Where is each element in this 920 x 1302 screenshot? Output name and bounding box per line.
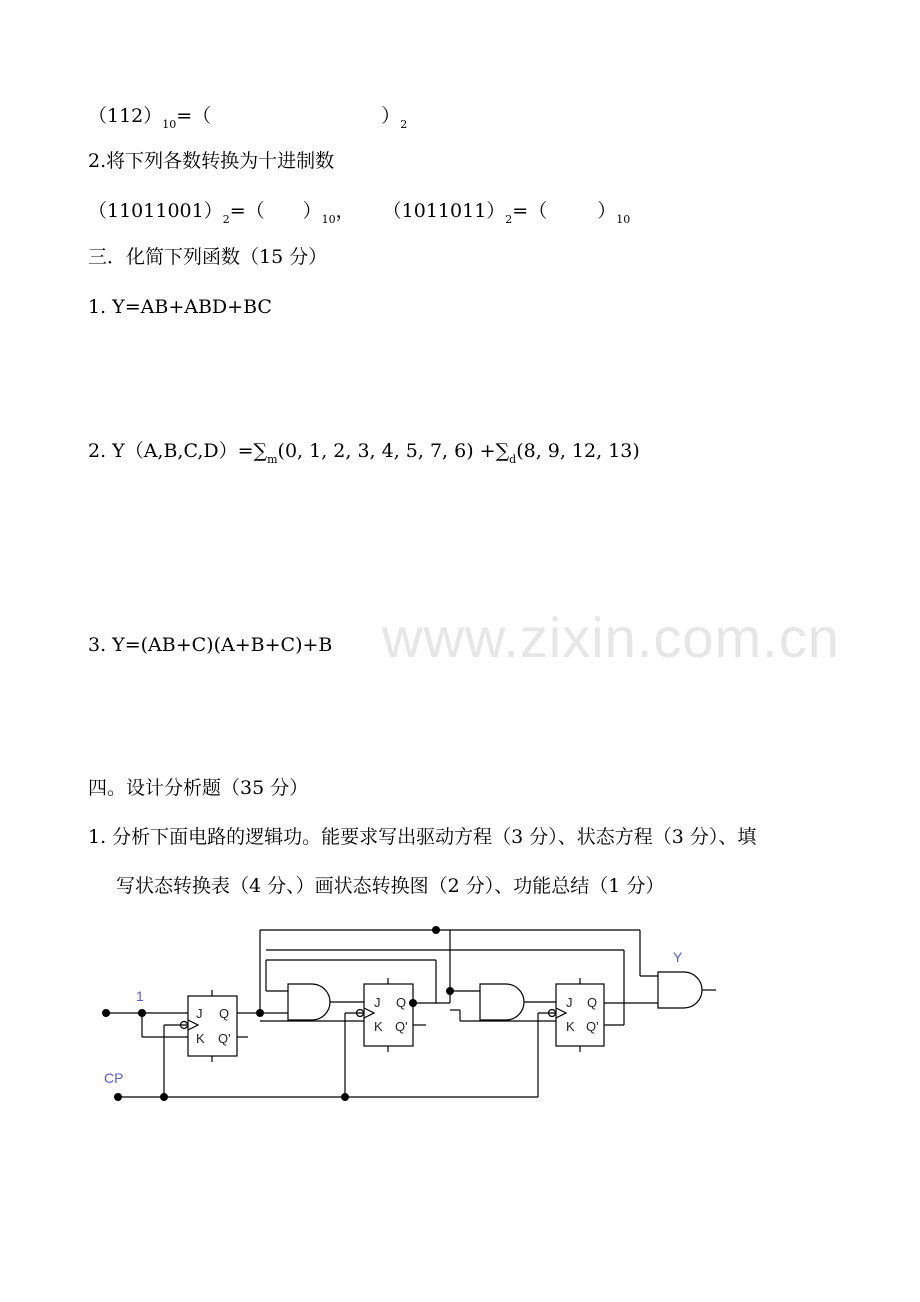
input-one-label: 1 bbox=[136, 988, 144, 1004]
text: ， bbox=[335, 200, 355, 222]
watermark: www.zixin.com.cn bbox=[382, 606, 840, 669]
ff1-j-label: J bbox=[196, 1006, 203, 1021]
and-gate-2 bbox=[480, 984, 524, 1020]
and-gate-1 bbox=[288, 984, 330, 1020]
subscript: 2 bbox=[400, 118, 408, 131]
ff2-qn-label: Q' bbox=[395, 1019, 408, 1034]
subscript: 2 bbox=[222, 213, 230, 226]
ff2-k-label: K bbox=[374, 1019, 383, 1034]
ff1-qn-label: Q' bbox=[218, 1031, 231, 1046]
ff3-q-label: Q bbox=[587, 995, 598, 1010]
jk-flipflop-2 bbox=[364, 984, 413, 1046]
text: =（ bbox=[176, 105, 212, 127]
text: (0, 1, 2, 3, 4, 5, 7, 6) +∑ bbox=[277, 440, 510, 462]
section-4-heading: 四。设计分析题（35 分） bbox=[88, 777, 309, 799]
text: =（ bbox=[229, 200, 265, 222]
analysis-question-1-line1: 1. 分析下面电路的逻辑功。能要求写出驱动方程（3 分）、状态方程（3 分）、填 bbox=[88, 826, 757, 848]
simplify-question-1: 1. Y=AB+ABD+BC bbox=[88, 296, 272, 318]
simplify-question-3: 3. Y=(AB+C)(A+B+C)+B bbox=[88, 634, 333, 656]
subscript: d bbox=[509, 453, 517, 466]
text: 2. Y（A,B,C,D）=∑ bbox=[88, 440, 268, 462]
ff3-qn-label: Q' bbox=[586, 1019, 599, 1034]
ff3-j-label: J bbox=[566, 995, 573, 1010]
output-and-gate bbox=[658, 972, 702, 1008]
ff3-k-label: K bbox=[566, 1019, 575, 1034]
text: (8, 9, 12, 13) bbox=[516, 440, 640, 462]
ff1-q-label: Q bbox=[219, 1006, 230, 1021]
ff1-k-label: K bbox=[196, 1031, 205, 1046]
section-3-heading: 三．化简下列函数（15 分） bbox=[88, 246, 328, 268]
text: =（ bbox=[512, 200, 548, 222]
text: （1011011） bbox=[382, 200, 506, 222]
ff2-q-label: Q bbox=[396, 995, 407, 1010]
ff2-j-label: J bbox=[374, 995, 381, 1010]
text: ） bbox=[597, 200, 617, 222]
subscript: 10 bbox=[616, 213, 631, 226]
text: （112） bbox=[88, 105, 163, 127]
clock-input-label: CP bbox=[104, 1070, 124, 1086]
analysis-question-1-line2: 写状态转换表（4 分、）画状态转换图（2 分）、功能总结（1 分） bbox=[116, 875, 665, 897]
subscript: 2 bbox=[505, 213, 513, 226]
text: ） bbox=[302, 200, 322, 222]
question-2-heading: 2.将下列各数转换为十进制数 bbox=[88, 150, 335, 172]
text: ） bbox=[381, 105, 401, 127]
text: （11011001） bbox=[88, 200, 223, 222]
subscript: m bbox=[267, 453, 278, 466]
output-y-label: Y bbox=[673, 949, 683, 965]
subscript: 10 bbox=[321, 213, 336, 226]
subscript: 10 bbox=[162, 118, 177, 131]
